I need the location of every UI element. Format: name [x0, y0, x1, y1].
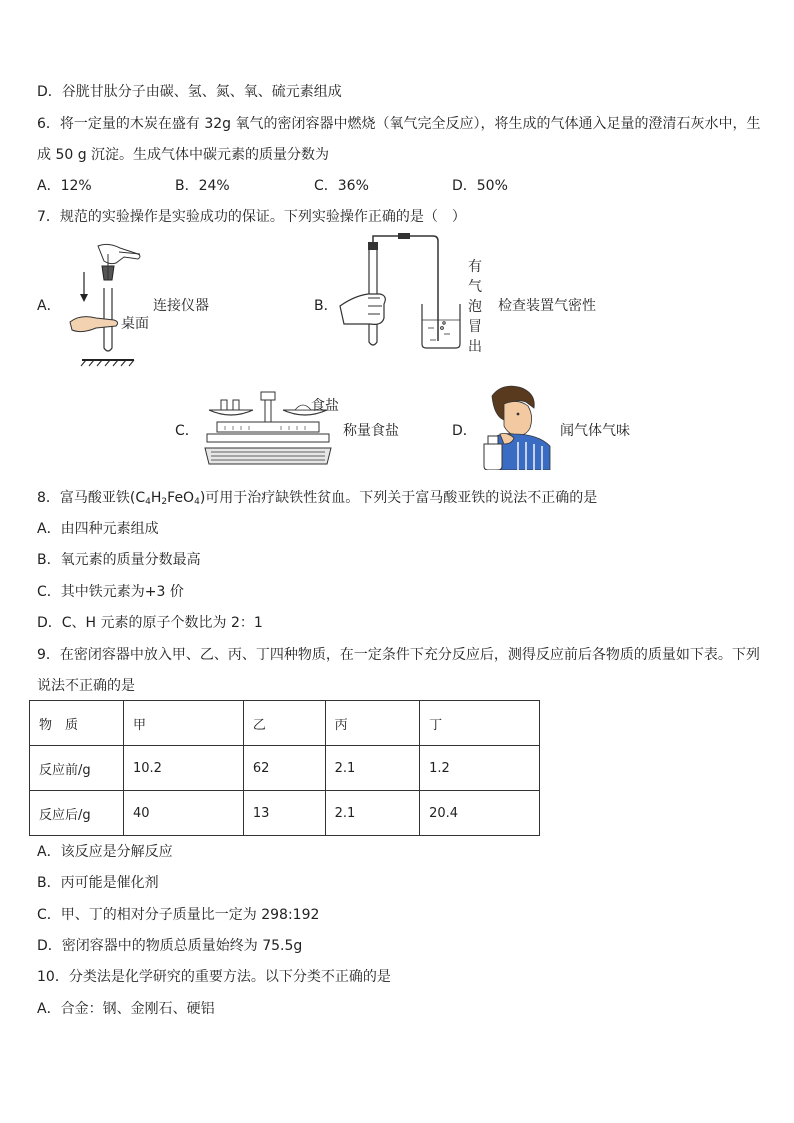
- table-cell: 13: [243, 791, 325, 836]
- q8-formula-sub-1: 4: [145, 497, 151, 507]
- q6-option-d: D．50%: [452, 178, 508, 194]
- table-cell: 20.4: [420, 791, 540, 836]
- table-row: [30, 791, 540, 836]
- q7-c-letter: C．: [175, 423, 199, 439]
- q6-stem-line2: 成 50 g 沉淀。生成气体中碳元素的质量分数为: [37, 147, 330, 163]
- q7-stem: 7．规范的实验操作是实验成功的保证。下列实验操作正确的是（ ）: [37, 209, 466, 225]
- q8-option-d: D．C、H 元素的原子个数比为 2：1: [37, 615, 263, 631]
- header-cell: 甲: [124, 701, 244, 746]
- q6-option-c: C．36%: [314, 178, 369, 194]
- q8-stem-pre: 8．富马酸亚铁(C: [37, 490, 146, 506]
- q7-b-letter: B．: [314, 298, 338, 314]
- q8-formula-h: H: [150, 490, 162, 506]
- q9-mass-table: [29, 700, 540, 836]
- q8-stem: [37, 489, 597, 511]
- header-cell: 乙: [243, 701, 325, 746]
- table-cell: 2.1: [325, 791, 419, 836]
- table-cell: 反应后/g: [30, 791, 124, 836]
- q8-option-a: A．由四种元素组成: [37, 521, 159, 537]
- q6-option-a: A．12%: [37, 178, 92, 194]
- q7-b-bubble-char-1: 有: [468, 259, 482, 275]
- q7-b-label: 检查装置气密性: [498, 298, 596, 314]
- q10-stem: 10．分类法是化学研究的重要方法。以下分类不正确的是: [37, 969, 391, 985]
- q8-formula-feo: FeO: [167, 490, 195, 506]
- q9-option-d: D．密闭容器中的物质总质量始终为 75.5g: [37, 938, 303, 954]
- q7-c-salt-label: 食盐: [311, 398, 339, 414]
- table-row: [30, 746, 540, 791]
- q10-option-a: A．合金：钢、金刚石、硬铝: [37, 1001, 215, 1017]
- q6-stem-line1: 6．将一定量的木炭在盛有 32g 氧气的密闭容器中燃烧（氧气完全反应），将生成的气体通入足量的澄清石灰水中，生: [37, 116, 761, 132]
- q7-d-letter: D．: [452, 423, 477, 439]
- q7-b-airtightness-figure: [338, 228, 466, 354]
- q9-option-c: C．甲、丁的相对分子质量比一定为 298:192: [37, 907, 320, 923]
- q7-a-desk-label: 桌面: [121, 316, 149, 332]
- q7-a-letter: A．: [37, 298, 61, 314]
- q8-formula-sub-3: 4: [194, 497, 200, 507]
- q7-c-label: 称量食盐: [343, 423, 399, 439]
- header-cell: 丙: [325, 701, 419, 746]
- table-header-row: [30, 701, 540, 746]
- table-cell: 1.2: [420, 746, 540, 791]
- q7-b-bubble-char-4: 冒: [468, 319, 482, 335]
- q7-b-bubble-char-5: 出: [468, 339, 482, 355]
- q6-option-b: B．24%: [175, 178, 230, 194]
- q8-stem-post: )可用于治疗缺铁性贫血。下列关于富马酸亚铁的说法不正确的是: [199, 490, 598, 506]
- q7-a-connect-apparatus-figure: [64, 242, 144, 370]
- table-cell: 反应前/g: [30, 746, 124, 791]
- header-cell: 丁: [420, 701, 540, 746]
- q8-formula-sub-2: 2: [161, 497, 168, 507]
- q7-d-label: 闻气体气味: [560, 423, 630, 439]
- table-cell: 40: [124, 791, 244, 836]
- q9-option-a: A．该反应是分解反应: [37, 844, 173, 860]
- table-cell: 62: [243, 746, 325, 791]
- q7-d-smell-gas-figure: [478, 382, 554, 470]
- q7-b-bubble-char-3: 泡: [468, 299, 482, 315]
- q8-option-c: C．其中铁元素为+3 价: [37, 584, 184, 600]
- q5-option-d: D．谷胱甘肽分子由碳、氢、氮、氧、硫元素组成: [37, 84, 342, 100]
- q9-option-b: B．丙可能是催化剂: [37, 875, 159, 891]
- q7-a-label: 连接仪器: [153, 298, 209, 314]
- header-cell: 物 质: [30, 701, 124, 746]
- table-cell: 2.1: [325, 746, 419, 791]
- q9-stem-line1: 9．在密闭容器中放入甲、乙、丙、丁四种物质，在一定条件下充分反应后，测得反应前后各物质的质量如下表。下列: [37, 647, 760, 663]
- table-cell: 10.2: [124, 746, 244, 791]
- q8-option-b: B．氧元素的质量分数最高: [37, 552, 201, 568]
- q7-b-bubble-char-2: 气: [468, 279, 482, 295]
- q9-stem-line2: 说法不正确的是: [37, 678, 135, 694]
